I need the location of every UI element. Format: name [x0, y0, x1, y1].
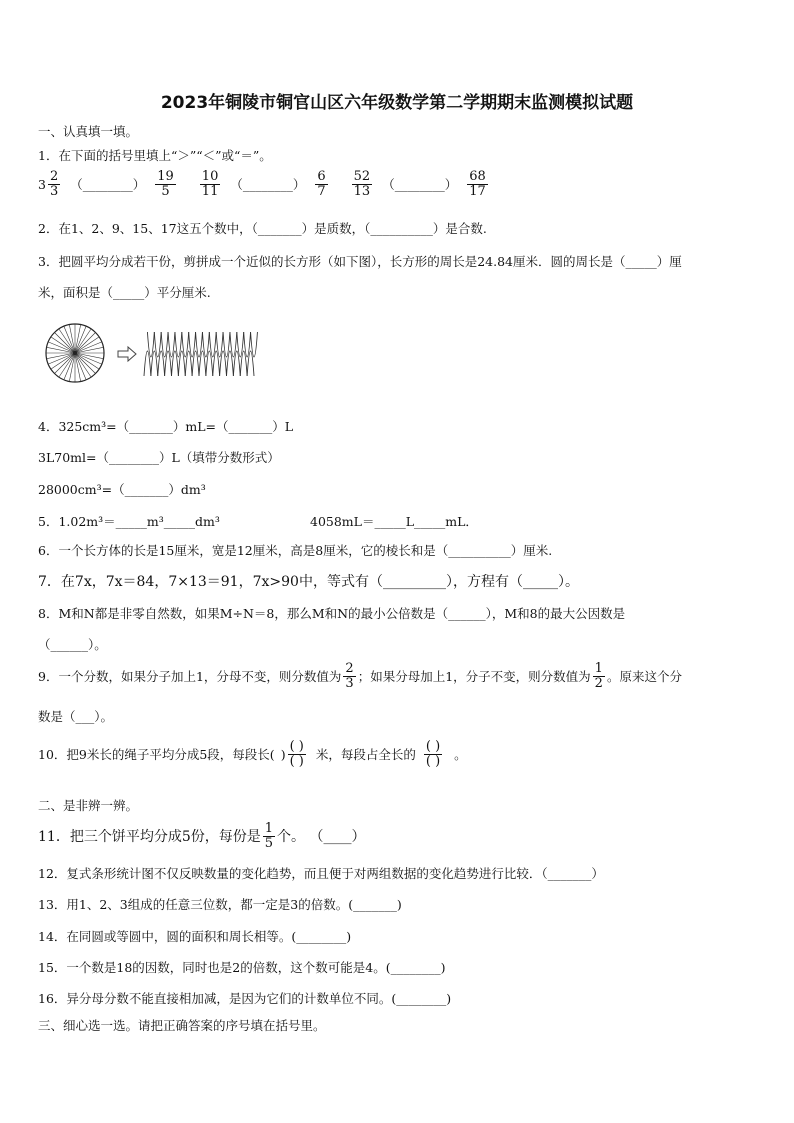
question-10-text: 米，每段占全长的 [315, 747, 416, 763]
question-7: 7．在7x，7x＝84，7×13＝91，7x>90中，等式有（_________），方程有（_____）。 [38, 574, 579, 590]
blank-fraction[interactable] [424, 740, 442, 768]
question-1: 1．在下面的括号里填上“＞”“＜”或“＝”。 [38, 148, 272, 163]
answer-blank[interactable]: （________） [230, 177, 306, 193]
numerator: 19 [157, 169, 174, 184]
question-13: 13．用1、2、3组成的任意三位数，都一定是3的倍数。(_______) [38, 897, 402, 912]
denominator: 3 [345, 675, 354, 691]
circle-spoke [75, 353, 96, 374]
question-9-text: 。原来这个分 [606, 669, 682, 685]
denominator: 2 [594, 675, 603, 691]
question-10-text: 。 [454, 747, 467, 763]
numerator: 6 [317, 169, 326, 184]
question-3-line-1: 3．把圆平均分成若干份，剪拼成一个近似的长方形（如下图），长方形的周长是24.84厘米．圆的周长是（_____）厘 [38, 254, 682, 269]
question-2: 2．在1、2、9、15、17这五个数中，（_______）是质数，（__________）是合数. [38, 221, 487, 236]
question-5-part-1: 5．1.02m³＝_____m³_____dm³ [38, 514, 220, 529]
denominator-blank[interactable]: ( ) [289, 753, 304, 769]
denominator: 13 [353, 183, 371, 199]
numerator: 2 [49, 169, 59, 184]
circle-spoke [54, 332, 75, 353]
numerator: 52 [353, 169, 371, 184]
question-11-text: 11．把三个饼平均分成5份，每份是 [38, 829, 261, 846]
question-16: 16．异分母分数不能直接相加减，是因为它们的计数单位不同。(________) [38, 991, 452, 1006]
divided-circle [46, 324, 104, 382]
denominator: 3 [49, 183, 59, 199]
question-1-items [38, 170, 490, 198]
fraction [155, 170, 176, 198]
fraction [315, 170, 327, 198]
question-4-line-1: 4．325cm³=（_______）mL=（_______）L [38, 419, 294, 434]
question-5-part-2: 4058mL＝_____L_____mL． [310, 514, 478, 529]
question-10-paren: ) [280, 746, 286, 762]
numerator-blank[interactable]: ( ) [289, 739, 304, 754]
denominator: 17 [469, 183, 486, 199]
numerator: 68 [469, 169, 486, 184]
question-11 [38, 822, 365, 850]
whole-part: 3 [38, 176, 46, 192]
question-3-line-2: 米，面积是（_____）平分厘米. [38, 285, 211, 300]
section-2-heading: 二、是非辨一辨。 [38, 798, 139, 813]
question-12: 12．复式条形统计图不仅反映数量的变化趋势，而且便于对两组数据的变化趋势进行比较．（_______） [38, 866, 604, 881]
denominator-blank[interactable]: ( ) [425, 753, 441, 769]
question-6: 6．一个长方体的长是15厘米，宽是12厘米，高是8厘米，它的棱长和是（__________）厘米. [38, 543, 553, 558]
circle-spoke [75, 332, 96, 353]
numerator: 1 [594, 661, 603, 676]
question-15: 15．一个数是18的因数，同时也是2的倍数，这个数可能是4。(________) [38, 960, 446, 975]
question-14: 14．在同圆或等圆中，圆的面积和周长相等。(________) [38, 929, 352, 944]
question-9-text: 9．一个分数，如果分子加上1，分母不变，则分数值为 [38, 669, 342, 685]
mixed-number [38, 170, 62, 198]
circle-spoke [54, 353, 75, 374]
page-title: 2023年铜陵市铜官山区六年级数学第二学期期末监测模拟试题 [160, 93, 634, 113]
blank-fraction[interactable] [288, 740, 306, 768]
section-1-heading: 一、认真填一填。 [38, 124, 139, 139]
question-10 [38, 740, 467, 768]
section-3-heading: 三、细心选一选。请把正确答案的序号填在括号里。 [38, 1018, 326, 1033]
fraction [467, 170, 488, 198]
question-8-line-2: （______）。 [38, 637, 107, 652]
arrow-icon [118, 347, 136, 361]
fraction [593, 662, 605, 690]
denominator: 5 [161, 183, 170, 199]
question-9-line-1 [38, 662, 682, 690]
question-9-line-2: 数是（___）。 [38, 709, 114, 724]
denominator: 5 [264, 835, 274, 851]
numerator: 1 [264, 821, 274, 836]
question-11-text: 个。 （____） [277, 829, 366, 846]
numerator: 2 [345, 661, 354, 676]
denominator: 11 [201, 183, 219, 199]
fraction [48, 170, 60, 198]
fraction [343, 662, 355, 690]
question-10-text: 10．把9米长的绳子平均分成5段，每段长( [38, 747, 275, 763]
fraction [200, 170, 221, 198]
question-4-line-3: 28000cm³=（_______）dm³ [38, 482, 206, 497]
approximate-rectangle [144, 332, 257, 376]
answer-blank[interactable]: （________） [70, 177, 146, 193]
circle-to-rectangle-figure [44, 322, 258, 384]
numerator-blank[interactable]: ( ) [425, 739, 441, 754]
fraction [352, 170, 373, 198]
question-8-line-1: 8．M和N都是非零自然数，如果M÷N＝8，那么M和N的最小公倍数是（______），M和8的最大公因数是 [38, 606, 626, 621]
question-9-text: ；如果分母加上1，分子不变，则分数值为 [357, 669, 591, 685]
numerator: 10 [201, 169, 219, 184]
denominator: 7 [317, 183, 326, 199]
fraction [263, 822, 275, 850]
question-4-line-2: 3L70ml=（________）L（填带分数形式） [38, 450, 280, 465]
answer-blank[interactable]: （________） [382, 177, 458, 193]
